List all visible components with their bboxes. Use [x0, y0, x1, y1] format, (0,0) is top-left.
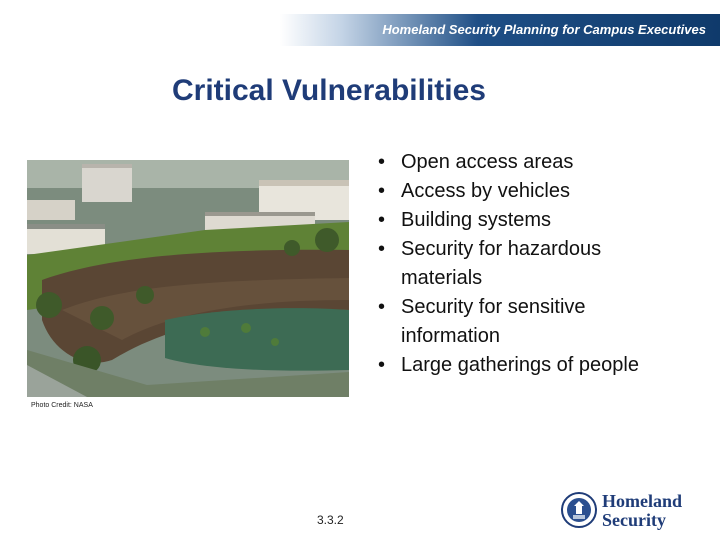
- logo-wordmark: [602, 492, 682, 530]
- dhs-seal-icon: [561, 492, 597, 528]
- bullet-item: • Open access areas: [378, 148, 663, 177]
- photo-credit: Photo Credit: NASA: [31, 402, 93, 409]
- banner-title: Homeland Security Planning for Campus Executives: [382, 22, 706, 37]
- bullet-item: • Large gatherings of people: [378, 351, 663, 380]
- header-banner: [280, 14, 720, 46]
- bullet-item: • Building systems: [378, 206, 663, 235]
- slide-number: 3.3.2: [317, 513, 344, 527]
- slide-title: Critical Vulnerabilities: [172, 74, 486, 107]
- logo-line-2: Security: [602, 510, 666, 530]
- bullet-item: • Security for sensitive information: [378, 293, 651, 351]
- logo-line-1: Homeland: [602, 491, 683, 511]
- dhs-logo: [561, 492, 706, 530]
- bullet-item: • Access by vehicles: [378, 177, 663, 206]
- campus-crowd-photo: [27, 160, 349, 397]
- bullet-list: [378, 148, 663, 380]
- bullet-item: • Security for hazardous materials: [378, 235, 663, 293]
